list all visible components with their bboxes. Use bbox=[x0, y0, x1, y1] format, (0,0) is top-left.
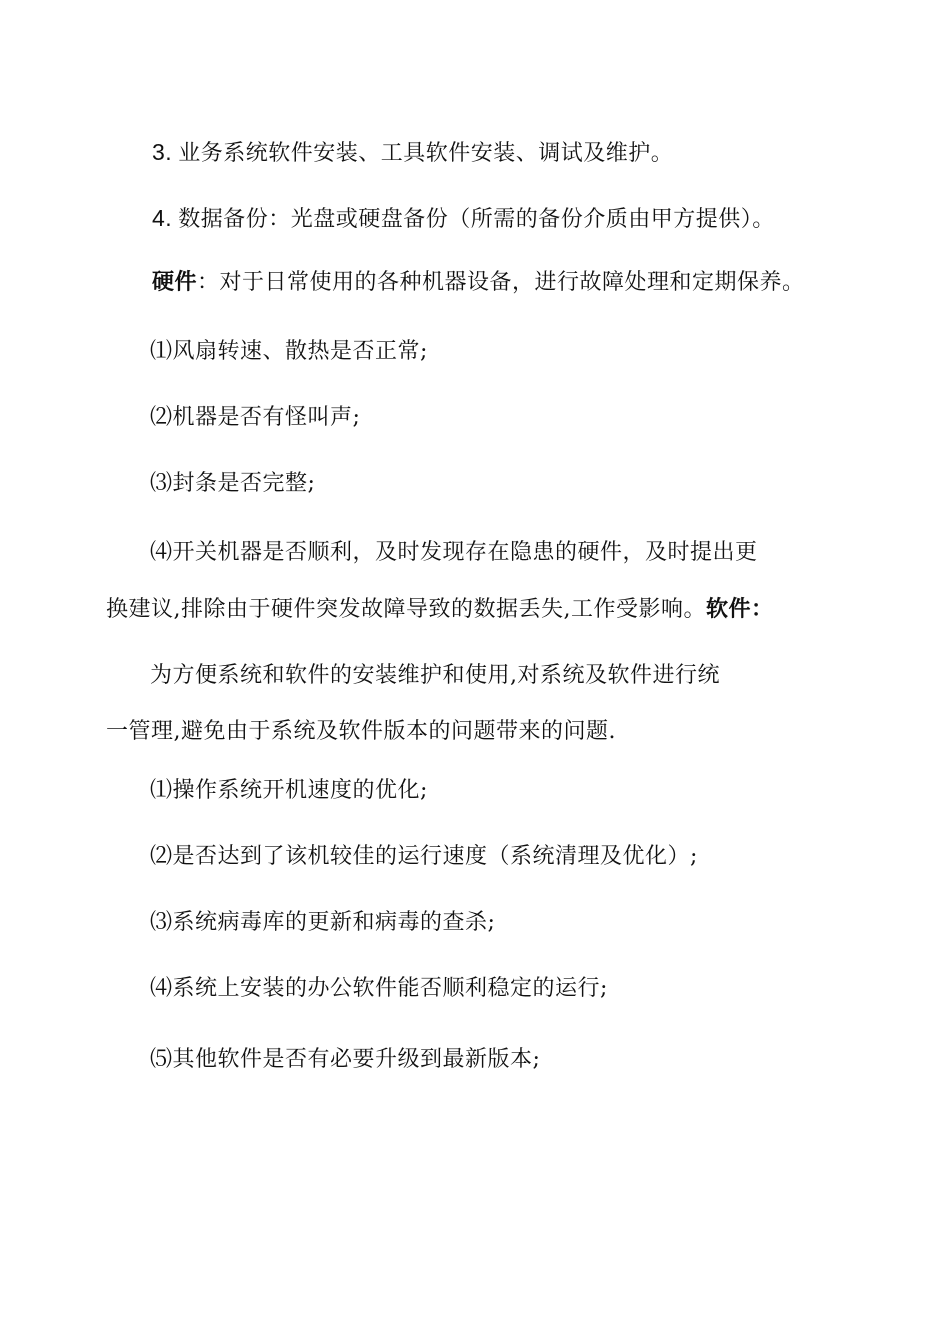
hardware-heading: 硬件 bbox=[152, 270, 198, 295]
software-item-1: ⑴操作系统开机速度的优化; bbox=[150, 778, 428, 803]
hardware-item-2: ⑵机器是否有怪叫声; bbox=[150, 405, 361, 430]
item-text: 业务系统软件安装、工具软件安装、调试及维护。 bbox=[178, 141, 674, 166]
software-description-line-1: 为方便系统和软件的安装维护和使用,对系统及软件进行统 bbox=[150, 663, 720, 688]
hardware-item-4-continued bbox=[106, 595, 774, 625]
item-text: 数据备份：光盘或硬盘备份（所需的备份介质由甲方提供）。 bbox=[178, 207, 775, 232]
item-3-line bbox=[152, 137, 673, 169]
item-number: 4. bbox=[152, 205, 173, 231]
item-number: 3. bbox=[152, 139, 173, 165]
hardware-item-4-text: 换建议,排除由于硬件突发故障导致的数据丢失,工作受影响。 bbox=[106, 597, 706, 622]
software-item-4: ⑷系统上安装的办公软件能否顺利稳定的运行; bbox=[150, 976, 608, 1001]
hardware-item-4: ⑷开关机器是否顺利，及时发现存在隐患的硬件，及时提出更 bbox=[150, 540, 758, 565]
software-item-2: ⑵是否达到了该机较佳的运行速度（系统清理及优化）; bbox=[150, 844, 698, 869]
software-heading: 软件： bbox=[706, 597, 774, 622]
hardware-description: ：对于日常使用的各种机器设备，进行故障处理和定期保养。 bbox=[197, 270, 805, 295]
software-description-line-2: 一管理,避免由于系统及软件版本的问题带来的问题. bbox=[106, 719, 616, 744]
hardware-item-1: ⑴风扇转速、散热是否正常; bbox=[150, 339, 428, 364]
item-4-line bbox=[152, 203, 775, 235]
hardware-item-3: ⑶封条是否完整; bbox=[150, 471, 316, 496]
software-item-3: ⑶系统病毒库的更新和病毒的查杀; bbox=[150, 910, 496, 935]
hardware-heading-line bbox=[152, 268, 805, 298]
software-item-5: ⑸其他软件是否有必要升级到最新版本; bbox=[150, 1047, 541, 1072]
